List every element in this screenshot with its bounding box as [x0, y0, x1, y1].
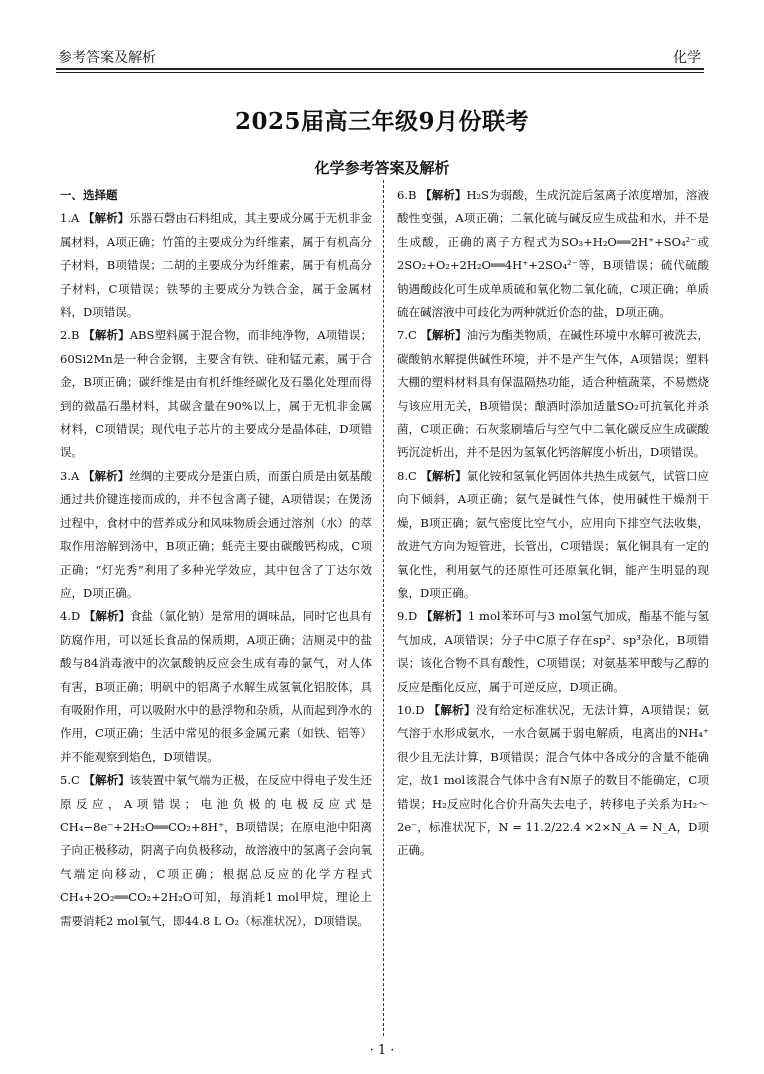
- answer-number: 10.D: [397, 702, 425, 717]
- analysis-text: 1 mol苯环可与3 mol氢气加成，酯基不能与氢气加成，A项错误；分子中C原子存在sp²、sp³杂化，B项错误；该化合物不具有酸性，C项错误；对氨基苯甲酸与乙醇的反应是酯化反应，属于可逆反应，D项正确。: [397, 609, 709, 694]
- header-right: 化学: [673, 50, 701, 66]
- analysis-text: 食盐（氯化钠）是常用的调味品，同时它也具有防腐作用，可以延长食品的保质期，A项正确；洁厕灵中的盐酸与84消毒液中的次氯酸钠反应会生成有毒的氯气，对人体有害，B项正确；明矾中的铝离子水解生成氢氧化铝胶体，具有吸附作用，可以吸附水中的悬浮物和杂质，从而起到净水的作用，C项正确；生活中常见的很多金属元素（如铁、铝等）并不能观察到焰色，D项错误。: [60, 609, 373, 764]
- page-number: · 1 ·: [369, 1043, 395, 1058]
- analysis-tag: 【解析】: [420, 468, 467, 483]
- answer-item: [397, 699, 709, 863]
- analysis-tag: 【解析】: [83, 609, 130, 624]
- analysis-tag: 【解析】: [83, 773, 130, 788]
- answer-item: [60, 207, 372, 324]
- header-rule: [56, 68, 704, 70]
- analysis-text: 没有给定标准状况，无法计算，A项错误；氨气溶于水形成氨水，一水合氨属于弱电解质，电离出的NH₄⁺很少且无法计算，B项错误；混合气体中各成分的含量不能确定，故1 mol该混合气体中含有N原子的数目不能确定，C项错误；H₂反应时化合价升高失去电子，转移电子关系为H₂～2e⁻，标准状况下，N = 11.2/22.4 ×2×N_A = N_A，D项正确。: [397, 702, 710, 858]
- analysis-text: 该装置中氧气端为正极，在反应中得电子发生还原反应，A项错误；电池负极的电极反应式是CH₄−8e⁻+2H₂O══CO₂+8H⁺，B项错误；在原电池中阳离子向正极移动，阴离子向负极移动，故溶液中的氢离子会向氧气端定向移动，C项正确；根据总反应的化学方程式CH₄+2O₂══CO₂+2H₂O可知，每消耗1 mol甲烷，理论上需要消耗2 mol氧气，即44.8 L O₂（标准状况），D项错误。: [60, 773, 373, 928]
- analysis-text: 乐器石磬由石料组成，其主要成分属于无机非金属材料，A项正确；竹笛的主要成分为纤维素，属于有机高分子材料，B项错误；二胡的主要成分为纤维素，属于有机高分子材料，C项错误；铁琴的主要成分为铁合金，属于金属材料，D项错误。: [60, 211, 372, 320]
- analysis-tag: 【解析】: [428, 702, 476, 717]
- analysis-tag: 【解析】: [83, 468, 130, 483]
- page-title: 2025届高三年级9月份联考: [234, 108, 530, 135]
- analysis-tag: 【解析】: [83, 211, 130, 226]
- right-column: [397, 184, 709, 863]
- analysis-text: H₂S为弱酸，生成沉淀后氢离子浓度增加，溶液酸性变强，A项正确；二氧化硫与碱反应生成盐和水，并不是生成酸，正确的离子方程式为SO₃+H₂O══2H⁺+SO₄²⁻或2SO₂+O₂+2H₂O══4H⁺+2SO₄²⁻等，B项错误；硫代硫酸钠遇酸歧化可生成单质硫和氧化物二氧化硫，C项正确；单质硫在碱溶液中可歧化为两种就近价态的盐，D项正确。: [397, 188, 710, 320]
- answer-number: 8.C: [397, 468, 417, 483]
- answer-number: 6.B: [397, 188, 417, 202]
- answer-item: [397, 184, 709, 324]
- answer-item: [397, 324, 709, 464]
- answer-item: [60, 465, 372, 605]
- section-heading: 一、选择题: [60, 188, 118, 202]
- answer-number: 4.D: [60, 609, 81, 624]
- answer-number: 2.B: [60, 328, 80, 343]
- left-column: [60, 184, 372, 933]
- analysis-text: ABS塑料属于混合物，而非纯净物，A项错误；60Si2Mn是一种合金钢，主要含有铁、硅和锰元素，属于合金，B项正确；碳纤维是由有机纤维经碳化及石墨化处理而得到的微晶石墨材料，其碳含量在90%以上，属于无机非金属材料，C项错误；现代电子芯片的主要成分是晶体硅，D项错误。: [60, 328, 373, 460]
- analysis-text: 丝绸的主要成分是蛋白质，而蛋白质是由氨基酸通过共价键连接而成的，并不包含离子键，A项错误；在煲汤过程中，食材中的营养成分和风味物质会通过溶剂（水）的萃取作用溶解到汤中，B项正确；蚝壳主要由碳酸钙构成，C项正确；“灯光秀”利用了多种光学效应，其中包含了丁达尔效应，D项正确。: [60, 468, 372, 600]
- answer-number: 5.C: [60, 773, 80, 788]
- analysis-tag: 【解析】: [420, 328, 467, 343]
- answer-number: 7.C: [397, 328, 417, 343]
- answer-number: 1.A: [60, 211, 80, 226]
- answer-item: [397, 605, 709, 699]
- analysis-text: 油污为酯类物质，在碱性环境中水解可被洗去，碳酸钠水解提供碱性环境，并不是产生气体，A项错误；塑料大棚的塑料材料具有保温隔热功能，适合种植蔬菜，不易燃烧与该应用无关，B项错误；酿酒时添加适量SO₂可抗氧化并杀菌，C项正确；石灰浆刷墙后与空气中二氧化碳反应生成碳酸钙沉淀析出，并不是因为氢氧化钙溶解度小析出，D项错误。: [397, 328, 710, 460]
- analysis-text: 氯化铵和氢氧化钙固体共热生成氨气，试管口应向下倾斜，A项正确；氨气是碱性气体，使用碱性干燥剂干燥，B项正确；氨气密度比空气小，应用向下排空气法收集，故进气方向为短管进，长管出，C项错误；氧化铜具有一定的氧化性，利用氨气的还原性可还原氧化铜，能产生明显的现象，D项正确。: [397, 468, 710, 600]
- column-divider: [383, 180, 384, 1036]
- answer-item: [60, 769, 372, 933]
- header-rule-thin: [56, 72, 704, 73]
- analysis-tag: 【解析】: [421, 609, 468, 624]
- analysis-tag: 【解析】: [83, 328, 130, 343]
- answer-item: [60, 605, 372, 769]
- analysis-tag: 【解析】: [420, 188, 467, 202]
- answer-item: [60, 324, 372, 464]
- answer-number: 3.A: [60, 468, 80, 483]
- header-left: 参考答案及解析: [58, 50, 156, 66]
- answer-number: 9.D: [397, 609, 418, 624]
- page-subtitle: 化学参考答案及解析: [314, 159, 450, 177]
- answer-item: [397, 465, 709, 605]
